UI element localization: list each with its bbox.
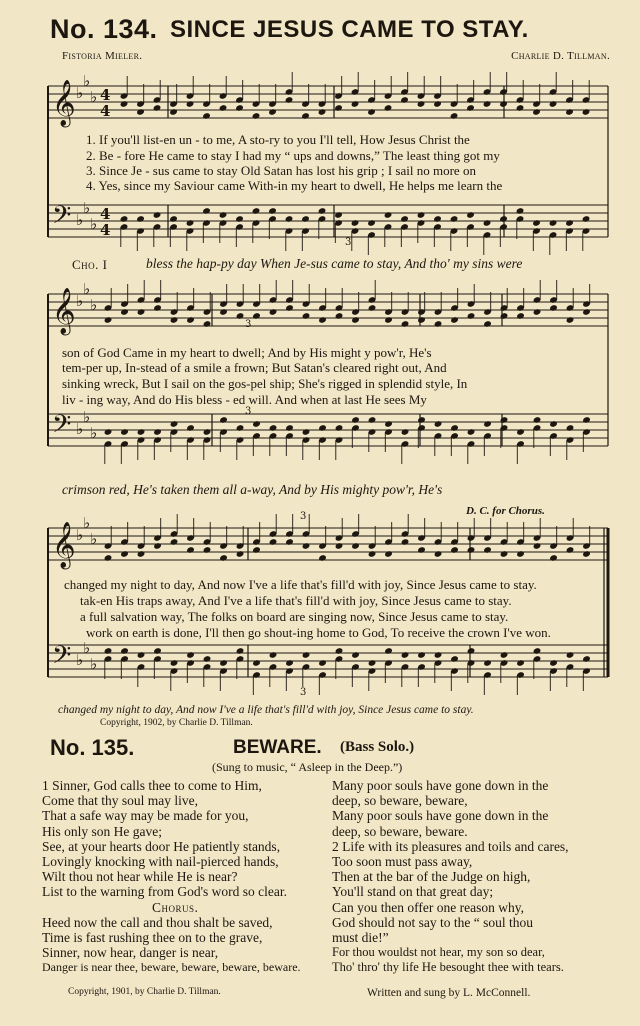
note-head: [302, 542, 311, 550]
note-head: [433, 215, 442, 223]
note-head: [499, 100, 508, 108]
note-head: [236, 647, 245, 655]
triplet-mark: 3: [300, 511, 307, 522]
note-head: [351, 651, 360, 659]
verse-line: deep, so beware, beware.: [332, 823, 468, 839]
note-head: [153, 304, 162, 312]
verse-line: 1 Sinner, God calls thee to come to Him,: [42, 778, 262, 793]
note-head: [467, 647, 476, 655]
flat-sign-icon: ♭: [76, 292, 84, 310]
hymn-title: BEWARE.: [233, 737, 322, 758]
treble-clef-icon: 𝄞: [52, 80, 76, 126]
note-head: [120, 308, 129, 316]
note-head: [434, 320, 443, 328]
flat-sign-icon: ♭: [76, 84, 84, 102]
note-head: [169, 108, 178, 116]
attribution: Written and sung by L. McConnell.: [367, 987, 531, 999]
note-head: [516, 312, 525, 320]
treble-clef-icon: 𝄞: [52, 288, 76, 334]
note-head: [186, 100, 195, 108]
dc-marking: D. C. for Chorus.: [466, 505, 545, 517]
note-head: [483, 659, 492, 667]
note-head: [120, 647, 129, 655]
note-head: [136, 108, 145, 116]
note-head: [203, 320, 212, 328]
note-head: [532, 108, 541, 116]
note-head: [235, 215, 244, 223]
note-head: [401, 428, 410, 436]
note-head: [285, 304, 294, 312]
flat-sign-icon: ♭: [90, 655, 98, 673]
note-head: [533, 416, 542, 424]
note-head: [285, 659, 294, 667]
verse-line: 2 Life with its pleasures and toils and cares,: [332, 838, 569, 854]
note-head: [483, 100, 492, 108]
verse-line: His only son He gave;: [42, 823, 162, 839]
note-head: [483, 219, 492, 227]
hymn-number: No. 135.: [50, 735, 135, 760]
note-head: [417, 211, 426, 219]
note-head: [450, 316, 459, 324]
verse-line: Come that thy soul may live,: [42, 793, 198, 809]
note-head: [434, 550, 443, 558]
note-head: [137, 651, 146, 659]
note-head: [285, 215, 294, 223]
note-head: [120, 215, 129, 223]
note-head: [269, 651, 278, 659]
note-head: [153, 104, 162, 112]
note-head: [450, 655, 459, 663]
flat-sign-icon: ♭: [83, 408, 91, 426]
note-head: [202, 112, 211, 120]
note-head: [186, 219, 195, 227]
verse-line: changed my night to day, And now I've a life that's fill'd with joy, Since Jesus came to stay.: [64, 577, 537, 592]
note-head: [582, 655, 591, 663]
note-head: [384, 211, 393, 219]
note-head: [351, 316, 360, 324]
note-head: [466, 211, 475, 219]
note-head: [269, 424, 278, 432]
note-head: [582, 550, 591, 558]
note-head: [153, 211, 162, 219]
chorus-line: Time is fast rushing thee on to the grave,: [42, 930, 263, 946]
note-head: [417, 316, 426, 324]
note-head: [450, 546, 459, 554]
note-head: [367, 108, 376, 116]
note-head: [516, 104, 525, 112]
note-head: [318, 316, 327, 324]
note-head: [401, 651, 410, 659]
note-head: [318, 424, 327, 432]
note-head: [120, 100, 129, 108]
note-head: [219, 211, 228, 219]
note-head: [318, 108, 327, 116]
note-head: [433, 100, 442, 108]
note-head: [566, 424, 575, 432]
note-head: [169, 215, 178, 223]
note-head: [203, 428, 212, 436]
note-head: [301, 112, 310, 120]
verse-line: tem-per up, In-stead of a smile a frown; But Satan's cleared right out, And: [62, 360, 447, 375]
verse-line: liv - ing way, And do His bless - ed will. And when at last He sees My: [62, 392, 427, 407]
hymn-number: No. 134.: [50, 14, 158, 44]
chorus-line: Heed now the call and thou shalt be saved,: [42, 914, 273, 930]
verse-line: You'll stand on that great day;: [332, 884, 494, 900]
note-head: [516, 550, 525, 558]
note-head: [252, 312, 261, 320]
note-head: [450, 424, 459, 432]
note-head: [368, 416, 377, 424]
note-head: [236, 312, 245, 320]
bass-clef-icon: 𝄢: [52, 641, 72, 676]
note-head: [219, 308, 228, 316]
flat-sign-icon: ♭: [90, 424, 98, 442]
note-head: [384, 104, 393, 112]
note-head: [450, 215, 459, 223]
note-head: [170, 538, 179, 546]
note-head: [549, 100, 558, 108]
flat-sign-icon: ♭: [83, 199, 91, 217]
note-head: [549, 659, 558, 667]
note-head: [318, 659, 327, 667]
verse-line: Many poor souls have gone down in the: [332, 778, 549, 793]
note-head: [137, 428, 146, 436]
note-head: [302, 651, 311, 659]
note-head: [500, 651, 509, 659]
note-head: [401, 538, 410, 546]
verse-line: Tho' thro' thy life He besought thee with tears.: [332, 960, 564, 975]
note-head: [516, 207, 525, 215]
note-head: [351, 100, 360, 108]
verse-line: work on earth is done, I'll then go shout-ing home to God, To receive the crown I've won.: [86, 625, 551, 640]
lyricist: Fistoria Mieler.: [62, 50, 143, 62]
note-head: [219, 659, 228, 667]
hymn-subtitle: (Bass Solo.): [340, 739, 415, 755]
verse-line: 3. Since Je - sus came to stay Old Satan has lost his grip ; I sail no more on: [86, 163, 476, 178]
note-head: [170, 316, 179, 324]
note-head: [417, 416, 426, 424]
flat-sign-icon: ♭: [83, 514, 91, 532]
verse-line: son of God Came in my heart to dwell; And by His might y pow'r, He's: [62, 345, 432, 360]
flat-sign-icon: ♭: [90, 215, 98, 233]
time-signature: 4: [100, 205, 111, 223]
note-head: [367, 219, 376, 227]
verse-line: a full salvation way, The folks on board are singing now, Since Jesus came to stay.: [80, 609, 509, 624]
note-head: [384, 550, 393, 558]
note-head: [252, 207, 261, 215]
note-head: [533, 308, 542, 316]
triplet-mark: 3: [345, 237, 352, 248]
note-head: [400, 215, 409, 223]
note-head: [202, 207, 211, 215]
note-head: [368, 550, 377, 558]
verse-line: must die!”: [332, 930, 389, 946]
note-head: [203, 546, 212, 554]
note-head: [318, 207, 327, 215]
tune-note: (Sung to music, “ Asleep in the Deep.”): [212, 760, 403, 774]
note-head: [302, 428, 311, 436]
note-head: [235, 104, 244, 112]
time-signature: 4: [100, 102, 111, 120]
verse-line: Wilt thou not hear while He is near?: [42, 869, 238, 885]
note-head: [269, 308, 278, 316]
verse-line: See, at your hearts door He patiently stands,: [42, 838, 281, 854]
right-column: [332, 778, 569, 976]
note-head: [549, 219, 558, 227]
note-head: [582, 416, 591, 424]
note-head: [186, 316, 195, 324]
verse-line: tak-en His traps away, And I've a life that's fill'd with joy, Since Jesus came to stay.: [80, 593, 512, 608]
verse-line: sinking wreck, But I sail on the gos-pel ship; She's rigged in splendid style, In: [62, 376, 468, 391]
note-head: [334, 211, 343, 219]
note-head: [483, 320, 492, 328]
note-head: [400, 96, 409, 104]
verse-line: 4. Yes, since my Saviour came With-in my heart to dwell, He helps me learn the: [86, 178, 503, 193]
triplet-mark: 3: [245, 406, 252, 417]
note-head: [500, 416, 509, 424]
note-head: [500, 312, 509, 320]
triplet-mark: 3: [300, 687, 307, 698]
chorus-line: Sinner, now hear, danger is near,: [42, 945, 219, 961]
note-head: [268, 207, 277, 215]
note-head: [401, 320, 410, 328]
note-head: [252, 659, 261, 667]
note-head: [384, 316, 393, 324]
flat-sign-icon: ♭: [83, 72, 91, 90]
note-head: [104, 428, 113, 436]
note-head: [285, 96, 294, 104]
flat-sign-icon: ♭: [76, 651, 84, 669]
verse-line: God should not say to the “ soul thou: [332, 914, 533, 930]
note-head: [351, 542, 360, 550]
note-head: [104, 316, 113, 324]
note-head: [466, 104, 475, 112]
chorus-heading: Chorus.: [152, 899, 199, 915]
note-head: [137, 550, 146, 558]
note-head: [351, 219, 360, 227]
note-head: [334, 104, 343, 112]
chorus-text: crimson red, He's taken them all a-way, And by His mighty pow'r, He's: [62, 482, 443, 497]
note-head: [483, 420, 492, 428]
note-head: [104, 554, 113, 562]
flat-sign-icon: ♭: [90, 530, 98, 548]
verse-line: For thou wouldst not hear, my son so dear,: [332, 945, 545, 960]
note-head: [318, 554, 327, 562]
note-head: [268, 108, 277, 116]
flat-sign-icon: ♭: [83, 639, 91, 657]
note-head: [137, 308, 146, 316]
note-head: [219, 416, 228, 424]
note-head: [203, 655, 212, 663]
bass-clef-icon: 𝄢: [52, 410, 72, 445]
note-head: [467, 546, 476, 554]
note-head: [219, 104, 228, 112]
note-head: [566, 316, 575, 324]
note-head: [120, 550, 129, 558]
note-head: [252, 420, 261, 428]
verse-line: Lovingly knocking with nail-pierced hands,: [42, 854, 279, 870]
note-head: [434, 651, 443, 659]
bass-clef-icon: 𝄢: [52, 201, 72, 236]
note-head: [236, 550, 245, 558]
note-head: [335, 424, 344, 432]
note-head: [582, 215, 591, 223]
flat-sign-icon: ♭: [83, 280, 91, 298]
note-head: [269, 538, 278, 546]
verse-line: 1. If you'll list-en un - to me, A sto-ry to you I'll tell, How Jesus Christ the: [86, 132, 470, 147]
note-head: [417, 100, 426, 108]
note-head: [136, 215, 145, 223]
copyright: Copyright, 1901, by Charlie D. Tillman.: [68, 987, 221, 997]
note-head: [533, 542, 542, 550]
treble-clef-icon: 𝄞: [52, 522, 76, 568]
note-head: [186, 546, 195, 554]
note-head: [532, 219, 541, 227]
flat-sign-icon: ♭: [76, 420, 84, 438]
verse-line: Can you then offer one reason why,: [332, 899, 524, 915]
copyright: Copyright, 1902, by Charlie D. Tillman.: [100, 718, 253, 728]
note-head: [500, 550, 509, 558]
note-head: [335, 542, 344, 550]
note-head: [450, 112, 459, 120]
note-head: [417, 546, 426, 554]
note-head: [285, 538, 294, 546]
chorus-text: changed my night to day, And now I've a life that's fill'd with joy, Since Jesus came to stay.: [58, 704, 474, 716]
verse-line: List to the warning from God's word so clear.: [42, 884, 288, 900]
note-head: [467, 428, 476, 436]
note-head: [533, 647, 542, 655]
note-head: [566, 546, 575, 554]
note-head: [368, 304, 377, 312]
flat-sign-icon: ♭: [90, 296, 98, 314]
flat-sign-icon: ♭: [90, 88, 98, 106]
chorus-text: bless the hap-py day When Je-sus came to stay, And tho' my sins were: [146, 256, 523, 271]
note-head: [302, 312, 311, 320]
note-head: [368, 659, 377, 667]
note-head: [582, 308, 591, 316]
note-head: [434, 420, 443, 428]
verse-line: Then at the bar of the Judge on high,: [332, 869, 531, 885]
note-head: [219, 554, 228, 562]
note-head: [236, 424, 245, 432]
note-head: [153, 647, 162, 655]
note-head: [516, 428, 525, 436]
note-head: [565, 219, 574, 227]
note-head: [499, 215, 508, 223]
note-head: [483, 546, 492, 554]
note-head: [170, 420, 179, 428]
note-head: [384, 420, 393, 428]
note-head: [549, 420, 558, 428]
note-head: [252, 546, 261, 554]
hymn-title: SINCE JESUS CAME TO STAY.: [170, 16, 529, 43]
note-head: [153, 542, 162, 550]
composer: Charlie D. Tillman.: [511, 50, 610, 62]
note-head: [417, 651, 426, 659]
verse-line: That a safe way may be made for you,: [42, 808, 249, 824]
note-head: [252, 112, 261, 120]
time-signature: 4: [100, 86, 111, 104]
time-signature: 4: [100, 221, 111, 239]
verse-line: deep, so beware, beware,: [332, 793, 468, 809]
note-head: [516, 659, 525, 667]
verse-line: 2. Be - fore He came to stay I had my “ ups and downs,” The least thing got my: [86, 148, 500, 163]
note-head: [335, 647, 344, 655]
chorus-label: Cho. I: [72, 257, 108, 272]
verse-line: Many poor souls have gone down in the: [332, 808, 549, 824]
note-head: [301, 215, 310, 223]
note-head: [549, 304, 558, 312]
note-head: [104, 647, 113, 655]
note-head: [170, 659, 179, 667]
note-head: [285, 424, 294, 432]
note-head: [153, 428, 162, 436]
verse-line: Too soon must pass away,: [332, 854, 473, 870]
note-head: [351, 416, 360, 424]
hymn-135-header: [50, 735, 630, 763]
note-head: [566, 651, 575, 659]
chorus-line: Danger is near thee, beware, beware, beware, beware.: [42, 960, 301, 975]
triplet-mark: 3: [245, 319, 252, 330]
note-head: [582, 108, 591, 116]
flat-sign-icon: ♭: [76, 211, 84, 229]
note-head: [186, 424, 195, 432]
note-head: [565, 108, 574, 116]
note-head: [549, 554, 558, 562]
left-column: [42, 778, 301, 976]
flat-sign-icon: ♭: [76, 526, 84, 544]
note-head: [120, 428, 129, 436]
note-head: [186, 651, 195, 659]
note-head: [335, 312, 344, 320]
note-head: [384, 647, 393, 655]
note-head: [467, 312, 476, 320]
